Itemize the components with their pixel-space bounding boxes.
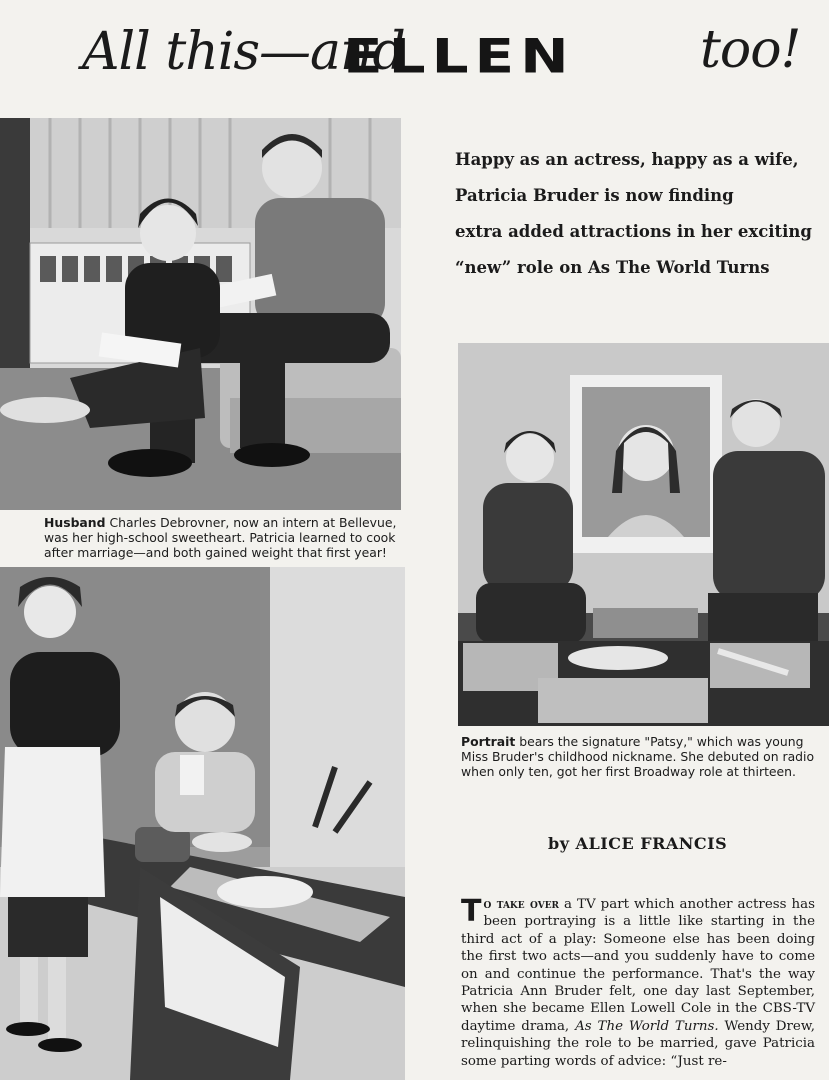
deck-line-3: extra added attractions in her exciting: [455, 222, 812, 241]
article-dropcap: T: [461, 894, 482, 929]
article-text-2: Wendy Drew, relinquishing the role to be married, gave Patricia some parting words of advice: “Just re-: [461, 1018, 815, 1069]
photo-couple-reading-image: [0, 118, 401, 510]
caption-husband-lead: Husband: [44, 515, 106, 530]
article-leadin: o take over: [483, 896, 560, 912]
caption-husband-line-3: after marriage—and both gained weight that first year!: [44, 545, 387, 560]
caption-portrait-line-3: when only ten, got her first Broadway role at thirteen.: [461, 764, 796, 779]
headline-script-left: All this—and: [82, 22, 405, 82]
deck-line-2: Patricia Bruder is now finding: [455, 186, 734, 205]
caption-portrait: [461, 734, 829, 779]
caption-portrait-lead: Portrait: [461, 734, 516, 749]
deck: [455, 142, 812, 286]
deck-line-4: “new” role on As The World Turns: [455, 258, 770, 277]
photo-portrait-image: [458, 343, 829, 726]
byline: by ALICE FRANCIS: [548, 834, 728, 853]
headline: [0, 8, 829, 108]
headline-ellen: ELLEN: [343, 28, 575, 84]
caption-husband-line-1: Charles Debrovner, now an intern at Bellevue,: [105, 515, 397, 530]
caption-portrait-line-1: bears the signature "Patsy," which was young: [515, 734, 804, 749]
photo-couple-reading: [0, 118, 401, 510]
headline-script-right: too!: [700, 20, 801, 80]
caption-husband-line-2: was her high-school sweetheart. Patricia learned to cook: [44, 530, 396, 545]
article-body: [461, 896, 815, 1070]
article-text: a TV part which another actress has been portraying is a little like starting in the third act of a play: Someone else has been doing the first two acts—and you suddenly have to come on and continue the performance. That's the way Patricia Ann Bruder felt, one day last September, when she became Ellen Lowell Cole in the CBS-TV daytime drama,: [461, 897, 815, 1034]
photo-dinner-table: [0, 567, 405, 1080]
deck-line-1: Happy as an actress, happy as a wife,: [455, 150, 799, 169]
photo-dinner-table-image: [0, 567, 405, 1080]
caption-portrait-line-2: Miss Bruder's childhood nickname. She debuted on radio: [461, 749, 815, 764]
photo-portrait: [458, 343, 829, 726]
caption-husband: [44, 515, 404, 560]
article-show-title: As The World Turns.: [575, 1018, 719, 1034]
